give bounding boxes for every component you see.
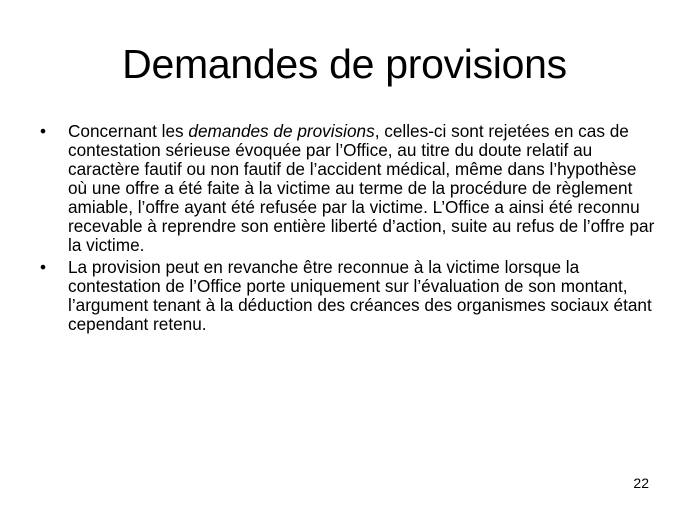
bullet-marker: • (40, 121, 47, 141)
page-number: 22 (633, 475, 649, 491)
slide-title: Demandes de provisions (122, 41, 567, 87)
bullet-item-1 (40, 122, 660, 255)
bullet-list (40, 122, 660, 337)
bullet-1-italic-term: demandes de provisions (188, 121, 375, 141)
bullet-2-text: La provision peut en revanche être reconnue à la victime lorsque la contestation de l’Office porte uniquement sur l’évaluation de son montant, l’argument tenant à la déduction des créances des organismes sociaux étant cependant retenu. (68, 257, 652, 334)
bullet-1-text-start: Concernant les (68, 121, 189, 141)
bullet-item-2 (40, 258, 660, 334)
bullet-marker: • (40, 257, 47, 277)
bullet-1-text-rest: , celles-ci sont rejetées en cas de contestation sérieuse évoquée par l’Office, au titre du doute relatif au caractère fautif ou non fautif de l’accident médical, même dans l’hypothèse où une offre a été faite à la victime au terme de la procédure de règlement amiable, l’offre ayant été refusée par la victime. L’Office a ainsi été reconnu recevable à reprendre son entière liberté d’action, suite au refus de l’offre par la victime. (68, 121, 655, 255)
